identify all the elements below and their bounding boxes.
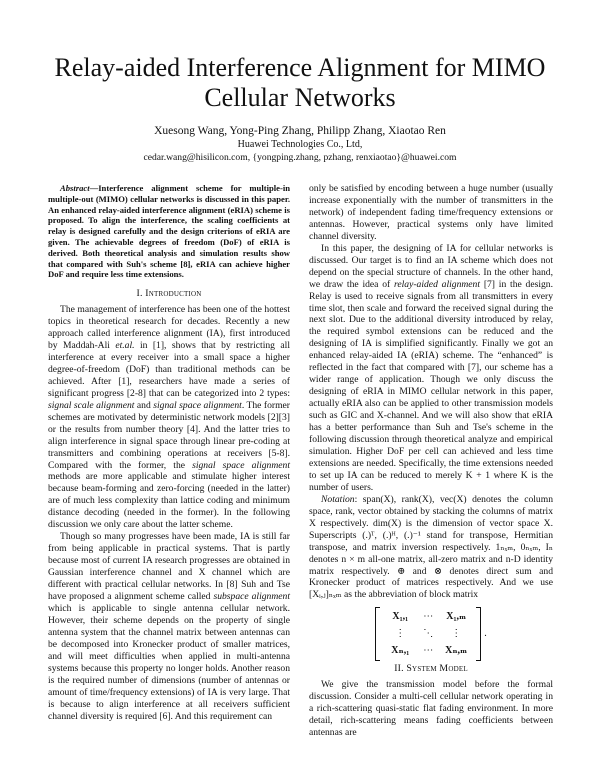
intro-paragraph-1 [48,304,290,531]
notation-lead: Notation [321,493,355,505]
matrix-cell: ⋮ [395,628,406,640]
text-run: The management of interference has been one of the hottest topics in theoretical research for decades. Recently a new approach called interference alignment (IA), first introduced by Maddah-Ali [48,304,290,351]
matrix-period: . [484,628,487,640]
text-run: in [1], shows that by restricting all interference at every receiver into a small space a higher degree-of-freedom (DoF) than traditional methods can be achieved. After [1], researchers have made a series of significant progress [2-8] that can be categorized into 2 types: [48,339,290,399]
matrix-grid [380,609,476,660]
text-run: [7] in the design. Relay is used to receive signals from all transmitters in every time slot, then scale and forward the received signal during the next slot. Due to the additional diversity introduced by relay, the required symbol extensions can be reduced and the designing of IA is simplified significantly. Finally we got an enhanced relay-aided IA (eRIA) scheme. The “enhanced” is reflected in the fact that compared with [7], our scheme has a wider range of application. Though we only discuss the designing of eRIA in MIMO cellular network in this paper, actually eRIA also can be applied to other transmission models such as GIC and X-channel. And we will also show that eRIA has a better performance than Suh and Tse's scheme in the following discussion through theoretical analyze and empirical simulation. Higher DoF per cell can achieved and less time extensions are needed. Specifically, the time extensions needed to set up IA can be reduced to merely K + 1 where K is the number of users. [309,278,553,493]
text-run: In this paper, the designing of IA for cellular networks is discussed. Our target is to find an IA scheme which does not depend on the special structure of channels. In the other hand, we draw the idea of [309,242,553,290]
left-column [48,183,290,722]
author-list: Xuesong Wang, Yong-Ping Zhang, Philipp Zhang, Xiaotao Ren [154,125,446,137]
text-run-italic: et.al. [115,339,135,351]
matrix-right-bracket [476,607,481,661]
author-emails: cedar.wang@hisilicon.com, {yongping.zhang, pzhang, renxiaotao}@huawei.com [143,152,457,163]
paper-title: Relay-aided Interference Alignment for MIMO Cellular Networks [54,53,546,112]
intro-paragraph-3 [309,243,553,494]
text-run: which is applicable to single antenna cellular network. However, their scheme depends on the property of single antenna system that the channel matrix between antennas can be decomposed into Kronecker product of smaller matrices, and will meet difficulties when applied in multi-antenna systems because this property no longer holds. Another reason is the required number of dimensions (number of antennas or amount of time/frequency extensions) of IA is very large. That is because to align interference at all receivers sufficient channel diversity is required [6]. And this requirement can [48,602,290,722]
text-run: . The former schemes are motivated by deterministic network models [2][3] or the results from number theory [4]. And the latter tries to align interference in signal space through linear pre-coding at transmitters and combining operations at receivers [5-8]. Compared with the former, the [48,399,291,471]
text-run: : span(X), rank(X), vec(X) denotes the column space, rank, vector obtained by stacking the columns of matrix X respectively. dim(X) is the dimension of vector space X. Superscripts (.)ᵀ, (.)ᴴ, (.)⁻¹ stand for transpose, Hermitian transpose, and matrix inversion respectively. 1ₙₓₘ, 0ₙₓₘ, Iₙ denotes n × m all-one matrix, all-zero matrix and n-D identity matrix respectively. ⊕ and ⊗ denotes direct sum and Kronecker product of matrices respectively. And we use [Xᵢ,ⱼ]ₙₓₘ as the abbreviation of block matrix [309,493,553,601]
text-run-italic: subspace alignment [213,591,290,602]
abstract-text: —Interference alignment scheme for multiple-in multiple-out (MIMO) cellular networks is discussed in this paper. An enhanced relay-aided interference alignment (eRIA) scheme is proposed. To align the interference, the scaling coefficients at relay is designed carefully and the design criterions of eRIA are given. The achievable degrees of freedom (DoF) of eRIA is derived. Both theoretical analysis and simulation results show that compared with Suh's scheme [8], eRIA can achieve higher DoF and require less time extensions. [48,183,290,280]
matrix-cell: ⋯ [423,645,434,657]
affiliation: Huawei Technologies Co., Ltd, [237,139,363,150]
text-run: methods are more applicable and stimulate higher interest because beam-forming and zero-forcing (needed in the latter) are of much less complexity than lattice coding and minimum distance decoding (needed in the former). In the following discussion we only care about the latter scheme. [48,471,290,531]
matrix-cell: X₁,ₘ [446,611,467,623]
abstract [48,183,290,280]
matrix-cell: Xₙ,ₘ [445,645,468,657]
right-column [309,183,553,739]
text-run-italic: signal space alignment [192,459,290,471]
text-run: and [134,399,154,411]
text-run-italic: signal space alignment [153,399,242,411]
text-run: Though so many progresses have been made, IA is still far from being applicable in practical systems. That is partly because most of current IA research progresses are obtained in Gaussian interference channel and X channel which are different with practical cellular networks. In [8] Suh and Tse have proposed a alignment scheme called [48,531,290,602]
abstract-lead: Abstract [60,183,90,193]
intro-paragraph-2 [48,531,290,722]
text-run-italic: relay-aided alignment [394,278,481,290]
system-model-paragraph: We give the transmission model before the formal discussion. Consider a multi-cell cellular network operating in a rich-scattering quasi-static flat fading environment. In more detail, rich-scattering means fading coefficients between antennas are [309,679,553,739]
matrix-cell: ⋯ [423,611,434,623]
notation-paragraph [309,494,553,602]
text-run-italic: signal scale alignment [48,399,135,411]
matrix-cell: ⋮ [451,628,462,640]
section-heading-system-model: II. System Model [394,663,468,675]
block-matrix [309,607,553,661]
matrix-cell: ⋱ [423,628,434,640]
matrix-cell: X₁,₁ [392,611,409,623]
section-heading-introduction: I. Introduction [136,288,202,300]
matrix-cell: Xₙ,₁ [391,645,410,657]
intro-paragraph-continued: only be satisfied by encoding between a huge number (usually increase exponentially with the number of transmitters in the network) of independent fading time/frequency extensions or antennas. However, practical systems only have limited channel diversity. [309,183,553,242]
